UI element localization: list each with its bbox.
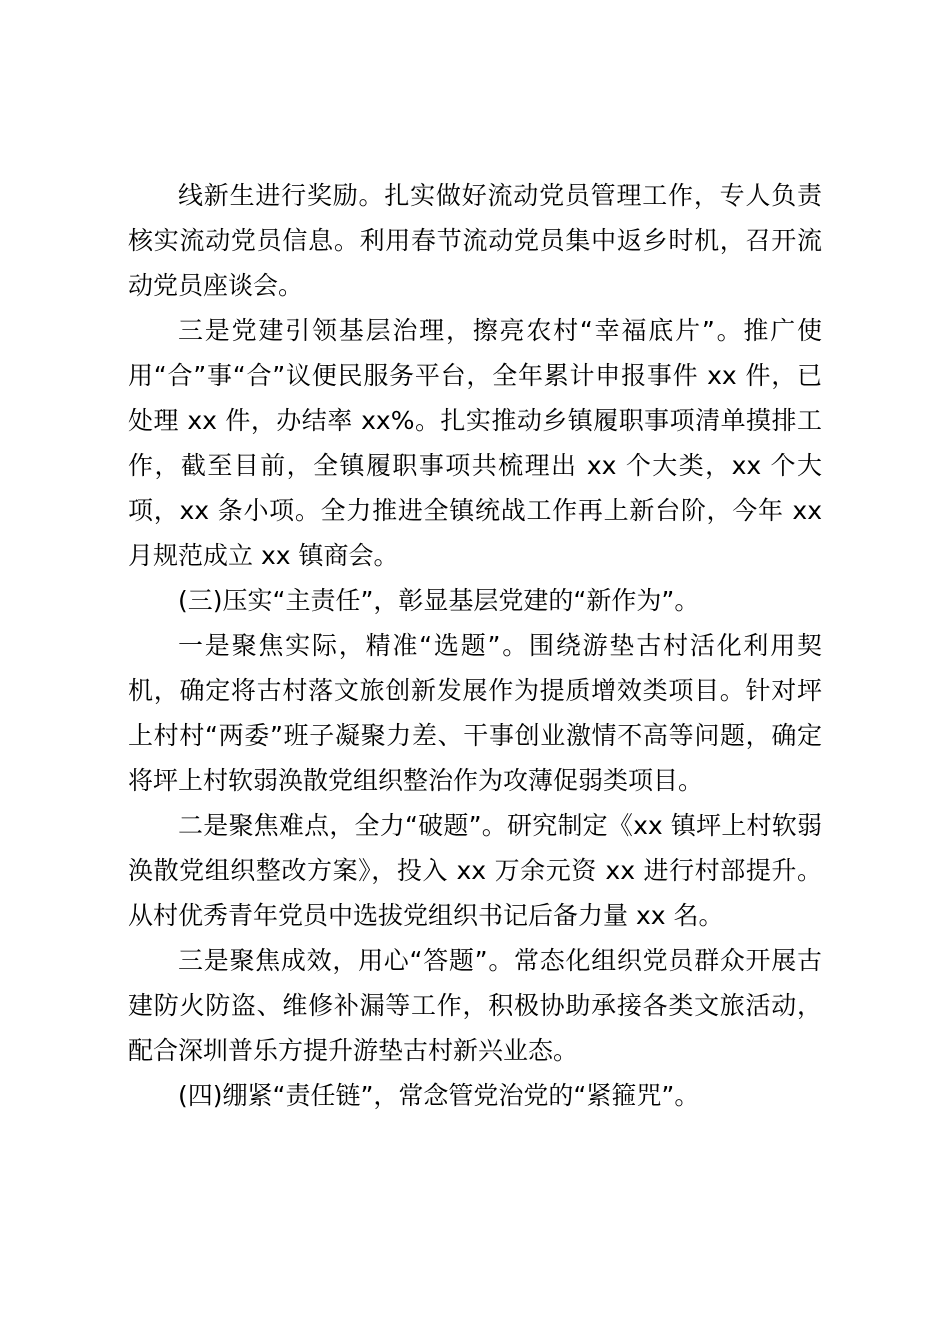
paragraph-problem-solving: 二是聚焦难点，全力“破题”。研究制定《xx 镇坪上村软弱涣散党组织整改方案》，投入 xx 万余元资 xx 进行村部提升。从村优秀青年党员中选拔党组织书记后备力量 xx 名。 [128, 811, 822, 930]
section-heading-3: (三)压实“主责任”，彰显基层党建的“新作为”。 [178, 586, 700, 615]
paragraph-grassroots-governance: 三是党建引领基层治理，擦亮农村“幸福底片”。推广使用“合”事“合”议便民服务平台，全年累计申报事件 xx 件，已处理 xx 件，办结率 xx%。扎实推动乡镇履职事项清单摸排工作，截至目前，全镇履职事项共梳理出 xx 个大类，xx 个大项，xx 条小项。全力推进全镇统战工作再上新台阶，今年 xx 月规范成立 xx 镇商会。 [128, 316, 822, 570]
paragraph-topic-selection: 一是聚焦实际，精准“选题”。围绕游垫古村活化利用契机，确定将古村落文旅创新发展作为提质增效类项目。针对坪上村村“两委”班子凝聚力差、干事创业激情不高等问题，确定将坪上村软弱涣散党组织整治作为攻薄促弱类项目。 [128, 631, 822, 795]
section-heading-4: (四)绷紧“责任链”，常念管党治党的“紧箍咒”。 [178, 1081, 700, 1110]
paragraph-results: 三是聚焦成效，用心“答题”。常态化组织党员群众开展古建防火防盗、维修补漏等工作，积极协助承接各类文旅活动，配合深圳普乐方提升游垫古村新兴业态。 [128, 946, 822, 1065]
paragraph-continuation: 线新生进行奖励。扎实做好流动党员管理工作，专人负责核实流动党员信息。利用春节流动党员集中返乡时机，召开流动党员座谈会。 [128, 181, 822, 300]
document-body [128, 173, 822, 1118]
